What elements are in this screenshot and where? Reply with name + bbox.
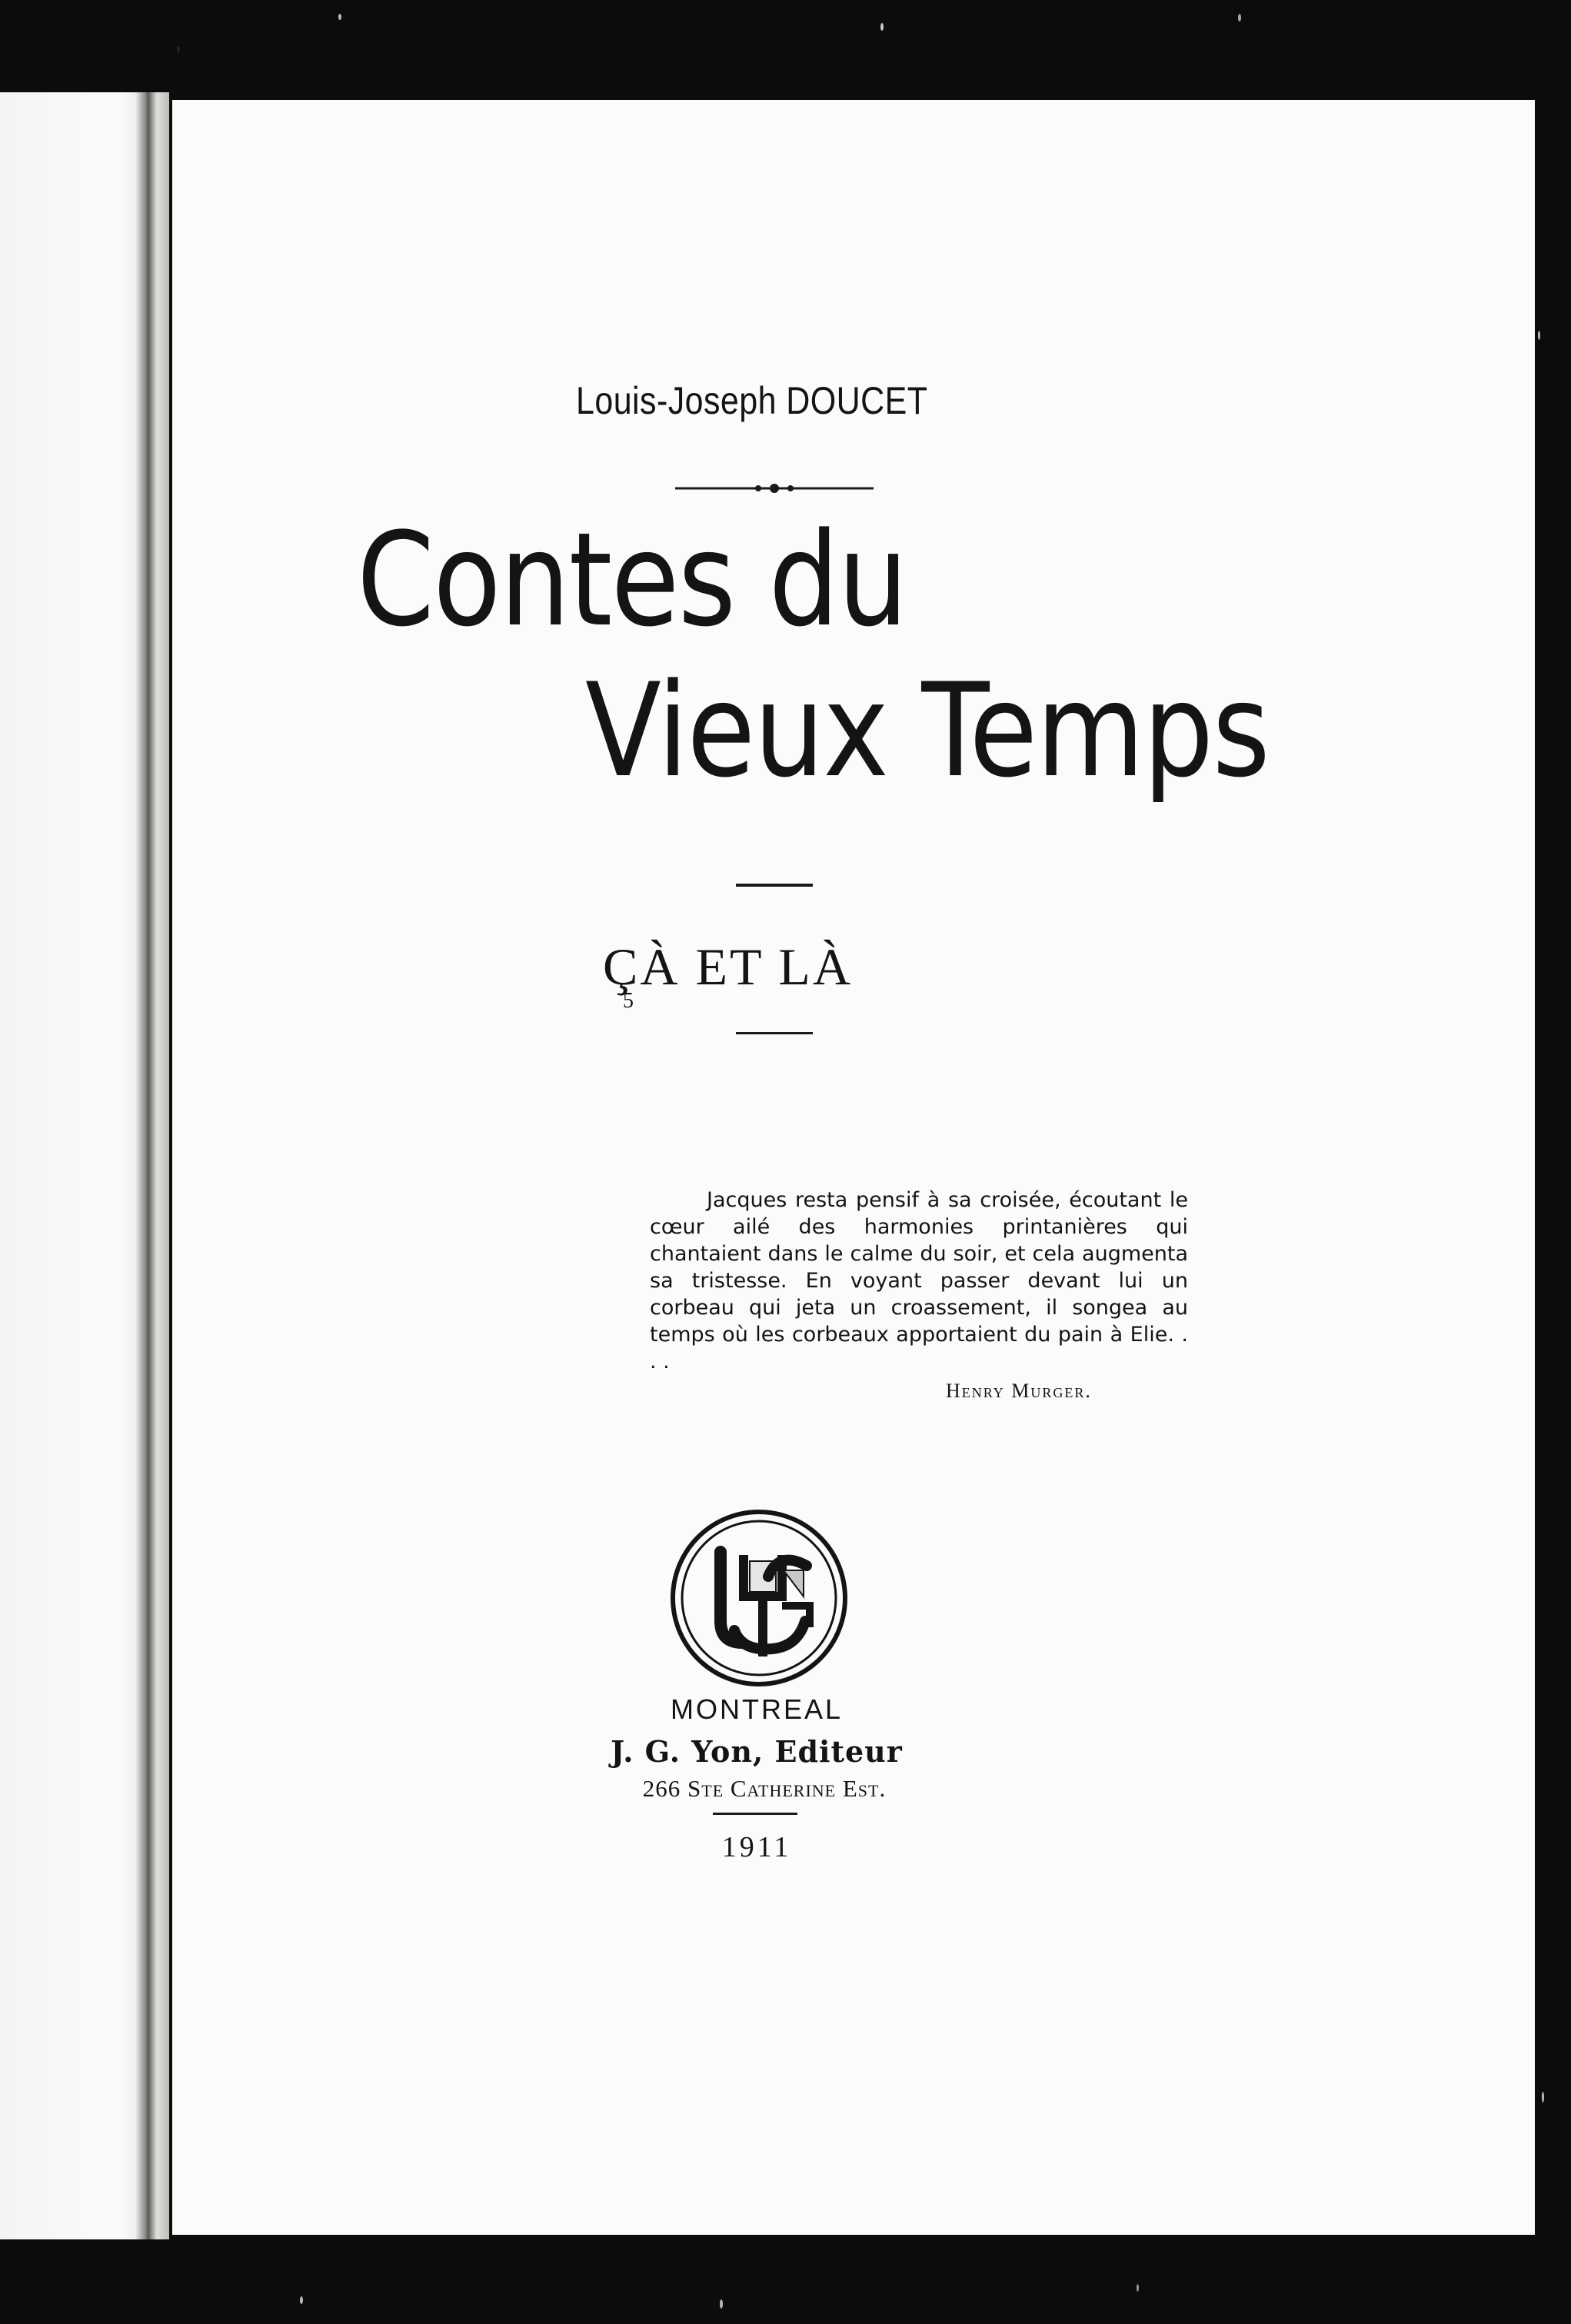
scan-speck [1238, 14, 1241, 22]
book-gutter [135, 92, 157, 2239]
scan-speck [338, 14, 341, 20]
divider-rule [713, 1813, 797, 1815]
author-name: Louis-Joseph DOUCET [576, 379, 928, 422]
scan-speck [720, 2299, 723, 2309]
stray-mark: 5 [623, 989, 634, 1013]
scan-speck [1538, 331, 1540, 340]
epigraph-text: Jacques resta pensif à sa croisée, écoutant le cœur ailé des harmonies printanières qui chantaient dans le calme du soir, et cela augmenta sa tristesse. En voyant passer devant lui un corbeau qui jeta un croassement, il songea au temps où les corbeaux apportaient du pain à Elie. . . . [650, 1188, 1188, 1373]
scan-speck [1137, 2284, 1139, 2292]
imprint-year: 1911 [721, 1831, 792, 1863]
ornamental-rule [675, 477, 874, 500]
imprint-address: 266 Ste Catherine Est. [642, 1775, 887, 1802]
divider-rule [736, 884, 813, 887]
scan-speck [1542, 2092, 1544, 2103]
book-subtitle: ÇÀ ET LÀ [603, 937, 853, 996]
title-page-content [172, 100, 1535, 2235]
epigraph-attribution: Henry Murger. [946, 1380, 1092, 1402]
book-title-line-1: Contes du [357, 504, 907, 655]
book-title-line-2: Vieux Temps [585, 655, 1270, 806]
divider-rule [736, 1032, 813, 1034]
scan-speck [880, 23, 884, 31]
publisher-monogram-icon [667, 1506, 851, 1690]
epigraph [650, 1187, 1188, 1375]
scan-speck [300, 2296, 303, 2304]
imprint-publisher: J. G. Yon, Editeur [611, 1734, 903, 1769]
scan-speck [177, 46, 180, 52]
title-page [172, 100, 1535, 2235]
imprint-city: MONTREAL [670, 1693, 844, 1725]
